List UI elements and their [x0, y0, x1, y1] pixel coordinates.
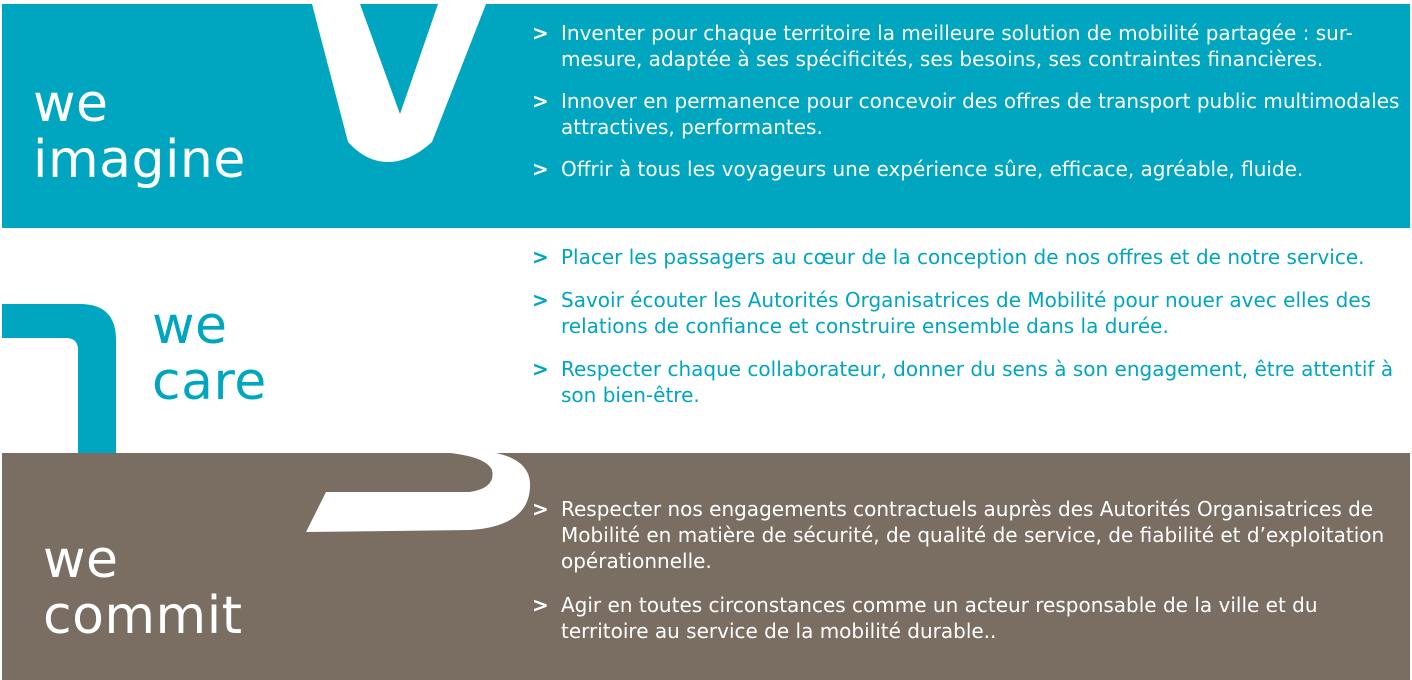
title-we: we [43, 530, 119, 590]
chevron-right-icon: > [532, 288, 549, 312]
list-item-text: Inventer pour chaque territoire la meilleure solution de mobilité partagée : sur-mesure, adaptée à ses spécificités, ses besoins, ses contraintes financières. [561, 21, 1353, 71]
list-item [532, 287, 1402, 339]
title-commit-word: commit [43, 586, 243, 646]
chevron-right-icon: > [532, 497, 549, 521]
chevron-right-icon: > [532, 21, 549, 45]
title-care-word: care [152, 352, 267, 412]
commit-bullet-list [532, 496, 1402, 662]
list-item-text: Agir en toutes circonstances comme un acteur responsable de la ville et du territoire au service de la mobilité durable.. [561, 593, 1318, 643]
list-item [532, 20, 1402, 72]
list-item [532, 156, 1402, 182]
title-we-imagine [33, 76, 246, 188]
list-item [532, 496, 1402, 574]
chevron-right-icon: > [532, 245, 549, 269]
list-item [532, 244, 1402, 270]
list-item [532, 592, 1402, 644]
title-we: we [33, 74, 109, 134]
chevron-right-icon: > [532, 157, 549, 181]
list-item-text: Respecter nos engagements contractuels auprès des Autorités Organisatrices de Mobilité en matière de sécurité, de qualité de service, de fiabilité et d’exploitation opérationnelle. [561, 497, 1385, 573]
title-we-care [152, 298, 267, 410]
title-we-commit [43, 532, 243, 644]
list-item-text: Respecter chaque collaborateur, donner du sens à son engagement, être attentif à son bien-être. [561, 357, 1394, 407]
chevron-right-icon: > [532, 357, 549, 381]
list-item [532, 88, 1402, 140]
list-item-text: Offrir à tous les voyageurs une expérience sûre, efficace, agréable, fluide. [561, 157, 1304, 181]
list-item-text: Innover en permanence pour concevoir des offres de transport public multimodales attractives, performantes. [561, 89, 1400, 139]
chevron-right-icon: > [532, 89, 549, 113]
title-imagine-word: imagine [33, 130, 246, 190]
care-bullet-list [532, 244, 1402, 425]
imagine-bullet-list [532, 20, 1402, 198]
chevron-right-icon: > [532, 593, 549, 617]
list-item [532, 356, 1402, 408]
list-item-text: Savoir écouter les Autorités Organisatrices de Mobilité pour nouer avec elles des relations de confiance et construire ensemble dans la durée. [561, 288, 1372, 338]
title-we: we [152, 296, 228, 356]
list-item-text: Placer les passagers au cœur de la conception de nos offres et de notre service. [561, 245, 1365, 269]
